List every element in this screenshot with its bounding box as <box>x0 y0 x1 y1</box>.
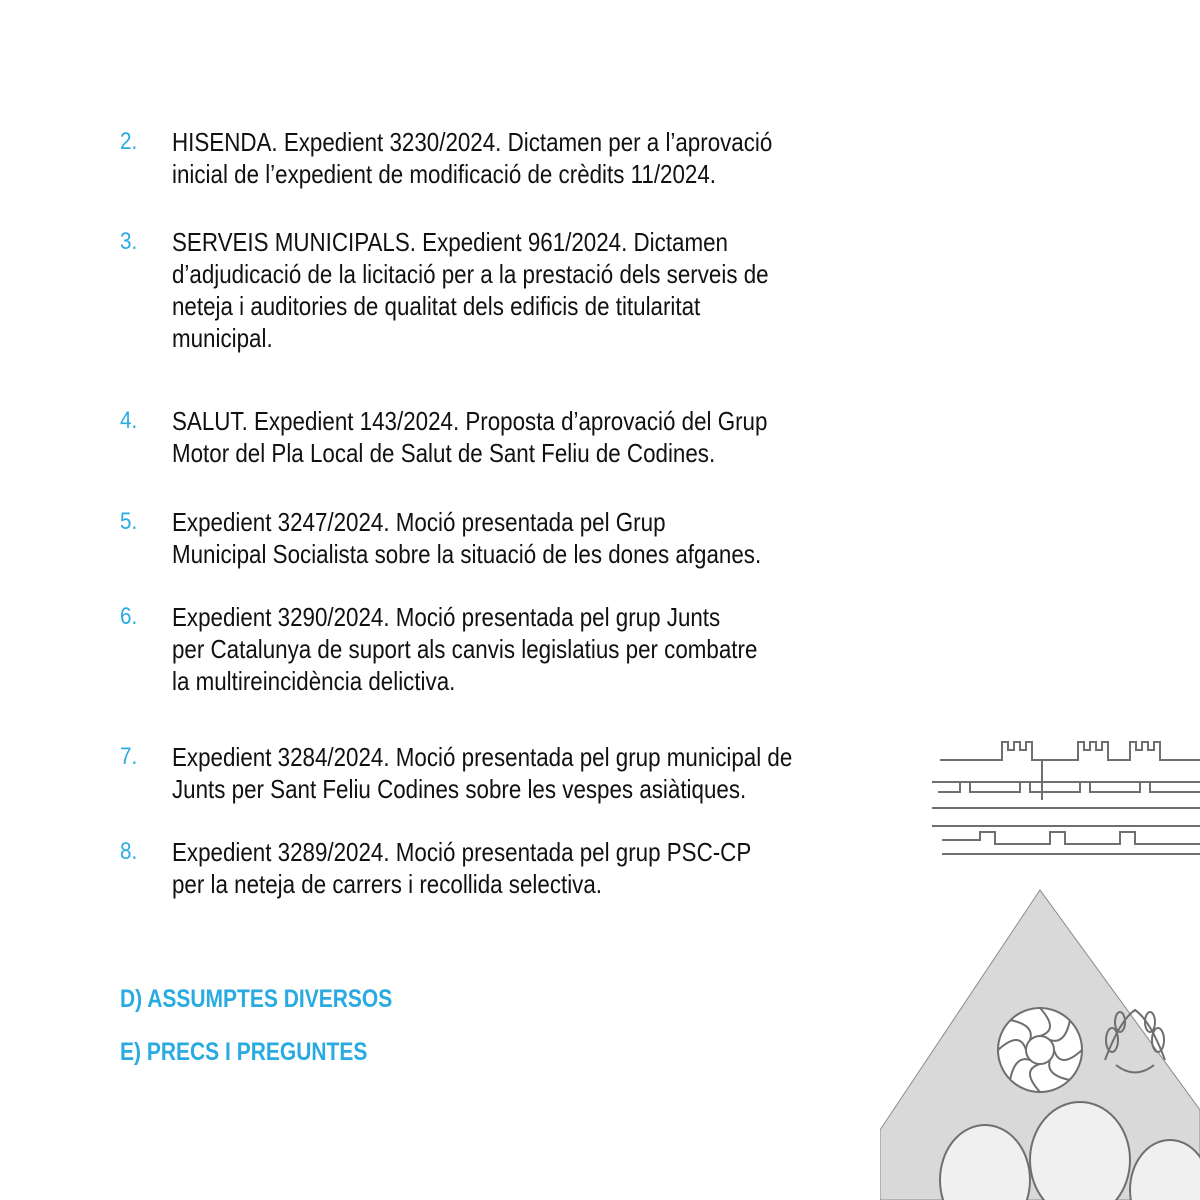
item-number: 3. <box>120 228 138 255</box>
item-text: SALUT. Expedient 143/2024. Proposta d’aprovació del Grup Motor del Pla Local de Salut de Sant Feliu de Codines. <box>172 406 768 468</box>
item-text: Expedient 3290/2024. Moció presentada pel grup Junts per Catalunya de suport als canvis legislatius per combatre la multireincidència delictiva. <box>172 602 758 696</box>
item-number: 8. <box>120 838 138 865</box>
item-number: 7. <box>120 743 138 770</box>
section-heading-assumptes-diversos: D) ASSUMPTES DIVERSOS <box>120 985 393 1013</box>
item-text: Expedient 3284/2024. Moció presentada pel grup municipal de Junts per Sant Feliu Codines sobre les vespes asiàtiques. <box>172 742 793 804</box>
castle-battlements <box>932 742 1200 854</box>
section-heading-precs-preguntes: E) PRECS I PREGUNTES <box>120 1038 368 1066</box>
item-number: 6. <box>120 603 138 630</box>
item-text: Expedient 3247/2024. Moció presentada pel Grup Municipal Socialista sobre la situació de les dones afganes. <box>172 507 762 569</box>
item-text: HISENDA. Expedient 3230/2024. Dictamen per a l’aprovació inicial de l’expedient de modificació de crèdits 11/2024. <box>172 127 773 189</box>
item-text: Expedient 3289/2024. Moció presentada pel grup PSC-CP per la neteja de carrers i recollida selectiva. <box>172 837 752 899</box>
item-number: 2. <box>120 128 138 155</box>
municipal-emblem <box>880 720 1200 1200</box>
item-number: 4. <box>120 407 138 434</box>
item-number: 5. <box>120 508 138 535</box>
rosette-icon <box>998 1008 1082 1092</box>
item-text: SERVEIS MUNICIPALS. Expedient 961/2024. Dictamen d’adjudicació de la licitació per a la prestació dels serveis de neteja i auditories de qualitat dels edificis de titularitat municipal. <box>172 227 769 353</box>
